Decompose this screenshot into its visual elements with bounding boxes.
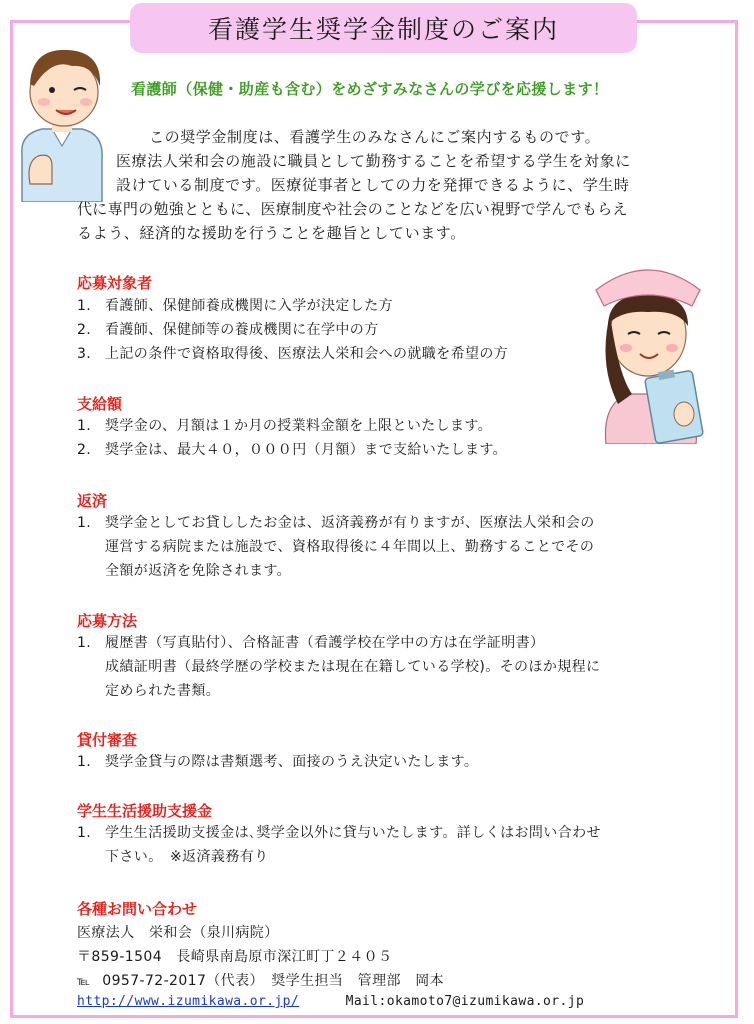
list-item (77, 821, 601, 845)
list-item (77, 294, 393, 318)
item-text: 奨学金の、月額は１か月の授業料金額を上限といたします。 (105, 418, 493, 434)
intro-line: 代に専門の勉強とともに、医療制度や社会のことなどを広い視野で学んでもらえ (77, 200, 628, 218)
repayment-heading: 返済 (77, 492, 108, 510)
item-continuation: 運営する病院または施設で、資格取得後に４年間以上、勤務することでその (105, 539, 595, 555)
website-link[interactable]: http://www.izumikawa.or.jp/ (77, 994, 300, 1009)
list-item (77, 438, 507, 462)
title-banner (130, 3, 637, 53)
eligibility-heading: 応募対象者 (77, 274, 153, 292)
application-heading: 応募方法 (77, 612, 138, 630)
item-continuation: 定められた書類。 (105, 683, 221, 699)
item-text: 看護師、保健師養成機関に入学が決定した方 (105, 298, 393, 314)
item-number: 1. (77, 418, 92, 434)
list-item (77, 631, 544, 655)
contact-mail[interactable]: Mail:okamoto7@izumikawa.or.jp (345, 994, 585, 1009)
page-title: 看護学生奨学金制度のご案内 (207, 15, 559, 44)
item-number: 2. (77, 322, 92, 338)
item-text: 学生生活援助支援金は､奨学金以外に貸与いたします。詳しくはお問い合わせ (105, 825, 601, 841)
subtitle: 看護師（保健・助産も含む）をめざすみなさんの学びを応援します！ (131, 80, 609, 98)
item-continuation: 成績証明書（最終学歴の学校または現在在籍している学校)。そのほか規程に (105, 659, 601, 675)
item-continuation: 全額が返済を免除されます。 (105, 563, 292, 579)
contact-tel (77, 970, 444, 990)
intro-line: 医療法人栄和会の施設に職員として勤務することを希望する学生を対象に (116, 152, 631, 170)
tel-icon: ℡ (77, 974, 91, 988)
nurse-illustration (588, 254, 708, 444)
list-item (77, 511, 595, 535)
intro-line: 設けている制度です。医療従事者としての力を発揮できるように、学生時 (116, 176, 630, 194)
amount-heading: 支給額 (77, 395, 123, 413)
intro-line: るよう、経済的な援助を行うことを趣旨としています。 (77, 224, 466, 242)
list-item (77, 342, 508, 366)
intro-line: この奨学金制度は、看護学生のみなさんにご案内するものです。 (149, 128, 601, 146)
contact-web (77, 994, 584, 1009)
item-continuation: 下さい。 ※返済義務有り (105, 849, 269, 865)
item-text: 奨学金としてお貸ししたお金は、返済義務が有りますが、医療法人栄和会の (105, 515, 595, 531)
screening-heading: 貸付審査 (77, 731, 138, 749)
list-item (77, 414, 492, 438)
item-number: 1. (77, 298, 92, 314)
item-number: 1. (77, 515, 92, 531)
contact-heading: 各種お問い合わせ (77, 900, 198, 918)
item-number: 1. (77, 635, 92, 651)
living-support-heading: 学生生活援助支援金 (77, 802, 213, 820)
list-item (77, 318, 379, 342)
item-text: 上記の条件で資格取得後、医療法人栄和会への就職を希望の方 (105, 346, 509, 362)
item-text: 看護師、保健師等の養成機関に在学中の方 (105, 322, 379, 338)
item-number: 1. (77, 825, 92, 841)
list-item (77, 750, 478, 774)
item-number: 3. (77, 346, 92, 362)
contact-tel-text: 0957-72-2017（代表） 奨学生担当 管理部 岡本 (102, 973, 445, 989)
item-number: 1. (77, 754, 92, 770)
item-text: 履歴書（写真貼付）、合格証書（看護学校在学中の方は在学証明書） (105, 635, 545, 651)
contact-org: 医療法人 栄和会（泉川病院） (77, 925, 279, 941)
male-student-illustration (12, 34, 110, 202)
item-text: 奨学金貸与の際は書類選考、面接のうえ決定いたします。 (105, 754, 479, 770)
item-number: 2. (77, 442, 92, 458)
contact-address: 〒859-1504 長崎県南島原市深江町丁２４０５ (77, 949, 393, 965)
item-text: 奨学金は、最大４０，０００円（月額）まで支給いたします。 (105, 442, 508, 458)
